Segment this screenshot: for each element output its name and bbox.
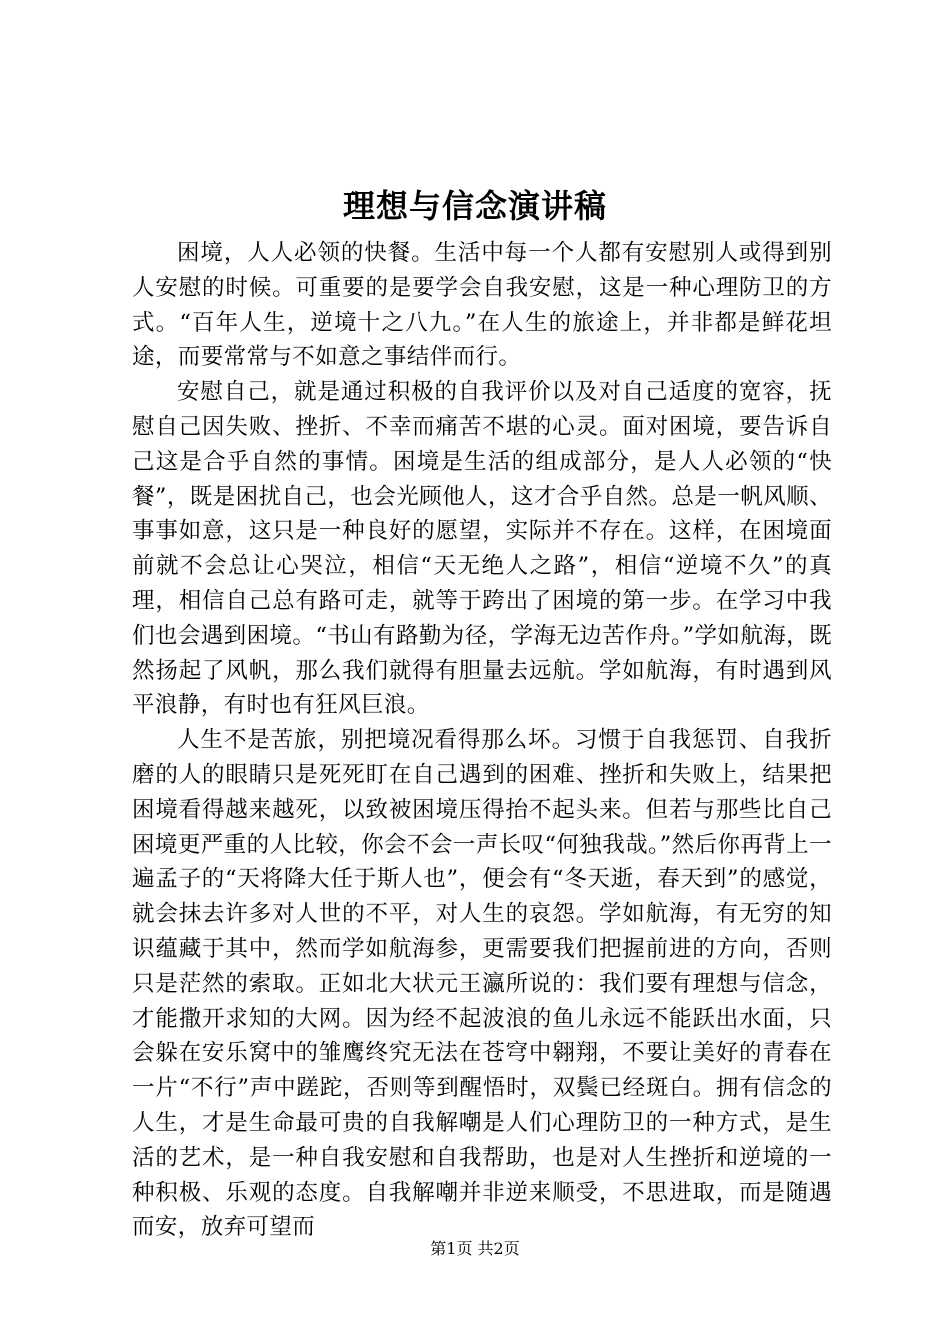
document-body (132, 236, 832, 1245)
page-footer: 第1页 共2页 (430, 1239, 520, 1258)
paragraph-2: 安慰自己，就是通过积极的自我评价以及对自己适度的宽容，抚慰自己因失败、挫折、不幸而痛苦不堪的心灵。面对困境，要告诉自己这是合乎自然的事情。困境是生活的组成部分，是人人必领的“快餐”，既是困扰自己，也会光顾他人，这才合乎自然。总是一帆风顺、事事如意，这只是一种良好的愿望，实际并不存在。这样，在困境面前就不会总让心哭泣，相信“天无绝人之路”，相信“逆境不久”的真理，相信自己总有路可走，就等于跨出了困境的第一步。在学习中我们也会遇到困境。“书山有路勤为径，学海无边苦作舟。”学如航海，既然扬起了风帆，那么我们就得有胆量去远航。学如航海，有时遇到风平浪静，有时也有狂风巨浪。 (132, 379, 832, 719)
paragraph-3: 人生不是苦旅，别把境况看得那么坏。习惯于自我惩罚、自我折磨的人的眼睛只是死死盯在自己遇到的困难、挫折和失败上，结果把困境看得越来越死，以致被困境压得抬不起头来。但若与那些比自己困境更严重的人比较，你会不会一声长叹“何独我哉。”然后你再背上一遍孟子的“天将降大任于斯人也”，便会有“冬天逝，春天到”的感觉，就会抹去许多对人世的不平，对人生的哀怨。学如航海，有无穷的知识蕴藏于其中，然而学如航海参，更需要我们把握前进的方向，否则只是茫然的索取。正如北大状元王瀛所说的：我们要有理想与信念，才能撒开求知的大网。因为经不起波浪的鱼儿永远不能跃出水面，只会躲在安乐窝中的雏鹰终究无法在苍穹中翱翔，不要让美好的青春在一片“不行”声中蹉跎，否则等到醒悟时，双鬓已经斑白。拥有信念的人生，才是生命最可贵的自我解嘲是人们心理防卫的一种方式，是生活的艺术，是一种自我安慰和自我帮助，也是对人生挫折和逆境的一种积极、乐观的态度。自我解嘲并非逆来顺受，不思进取，而是随遇而安，放弃可望而 (132, 727, 832, 1241)
document-title: 理想与信念演讲稿 (342, 187, 607, 225)
paragraph-1: 困境，人人必领的快餐。生活中每一个人都有安慰别人或得到别人安慰的时候。可重要的是要学会自我安慰，这是一种心理防卫的方式。“百年人生，逆境十之八九。”在人生的旅途上，并非都是鲜花坦途，而要常常与不如意之事结伴而行。 (132, 240, 832, 371)
